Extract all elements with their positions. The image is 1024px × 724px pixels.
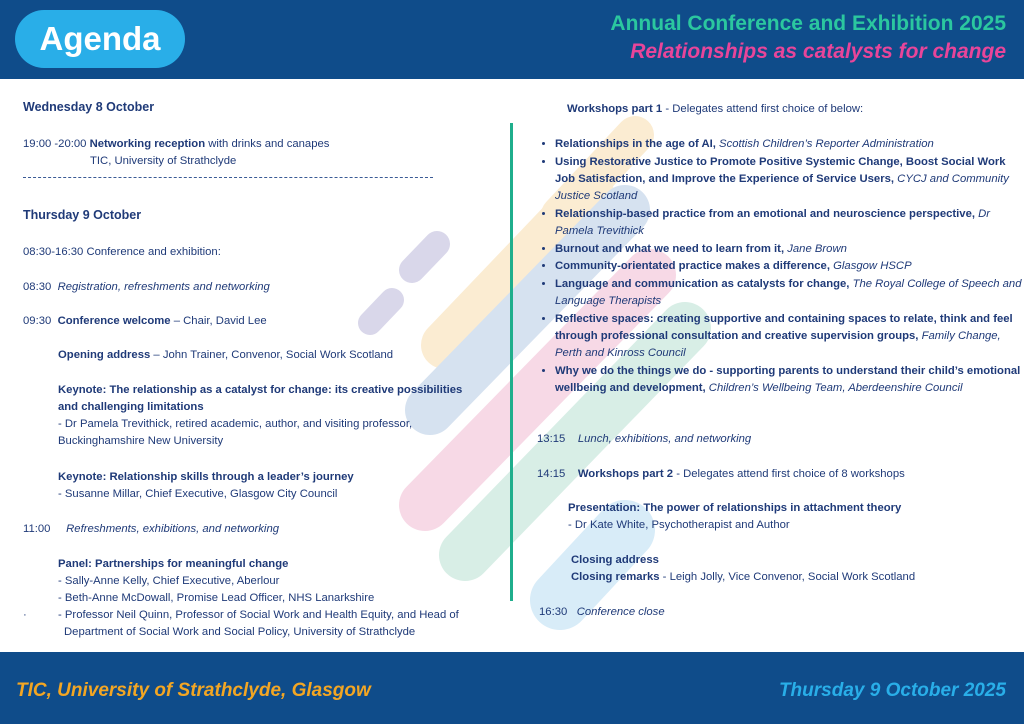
keynote1-title-1: Keynote: The relationship as a catalyst for change: its creative possibilities xyxy=(58,384,463,396)
welcome-row xyxy=(23,313,267,330)
workshop-list xyxy=(530,136,1024,398)
workshop-org: The Royal College of Speech and Language Therapists xyxy=(555,277,1022,308)
workshop-title: Burnout and what we need to learn from it, xyxy=(555,242,785,255)
workshop-item xyxy=(555,363,1024,398)
event-detail: - Delegates attend first choice of below: xyxy=(665,103,864,115)
workshop-org: Scottish Children’s Reporter Administration xyxy=(719,138,934,150)
footer-venue: TIC, University of Strathclyde, Glasgow xyxy=(16,680,371,701)
keynote2-speaker: - Susanne Millar, Chief Executive, Glasgow City Council xyxy=(58,488,338,500)
conference-hours: 08:30-16:30 Conference and exhibition: xyxy=(23,246,221,258)
workshop-item xyxy=(555,154,1024,206)
footer-bar xyxy=(0,652,1024,724)
workshop-org: Children’s Wellbeing Team, Aberdeenshire Council xyxy=(708,382,963,395)
time: 19:00 -20:00 xyxy=(23,138,87,150)
presentation-title: Presentation: The power of relationships in attachment theory xyxy=(568,502,902,514)
event-title: Workshops part 1 xyxy=(567,103,663,115)
workshop-title: Why we do the things we do - supporting parents to understand their child’s emotional wellbeing and development, xyxy=(555,364,1021,395)
time: 08:30 xyxy=(23,281,52,293)
closing-remarks-row xyxy=(571,569,915,586)
conference-title: Annual Conference and Exhibition 2025 xyxy=(610,12,1006,35)
workshop-title: Community-orientated practice makes a difference, xyxy=(555,260,830,273)
conference-subtitle: Relationships as catalysts for change xyxy=(630,40,1006,63)
workshop-title: Relationship-based practice from an emotional and neuroscience perspective, xyxy=(555,207,975,220)
event-title: Networking reception xyxy=(89,138,206,150)
workshop-title: Reflective spaces: creating supportive and containing spaces to relate, think and feel through professional consultation and creative supervision groups, xyxy=(555,312,1013,343)
column-divider xyxy=(510,123,513,601)
event-title: Registration, refreshments and networking xyxy=(57,281,270,293)
networking-reception-row xyxy=(23,136,329,153)
wednesday-heading: Wednesday 8 October xyxy=(23,100,155,114)
closing-address: Closing address xyxy=(571,554,659,566)
time: 16:30 xyxy=(539,606,568,618)
event-title: Refreshments, exhibitions, and networking xyxy=(66,523,280,535)
presentation-speaker: - Dr Kate White, Psychotherapist and Author xyxy=(568,519,790,531)
panel-bullet: · xyxy=(23,609,27,621)
agenda-badge: Agenda xyxy=(15,10,185,68)
dashed-divider xyxy=(23,177,433,178)
event-title: Closing remarks xyxy=(571,571,660,583)
workshop-title: Using Restorative Justice to Promote Positive Systemic Change, Boost Social Work Job Satisfaction, and Improve the Experience of Service Users, xyxy=(555,155,1006,185)
deco-stroke-purple-small xyxy=(370,300,392,323)
event-title: Lunch, exhibitions, and networking xyxy=(577,433,752,445)
panel-title: Panel: Partnerships for meaningful change xyxy=(58,558,289,570)
keynote2-title: Keynote: Relationship skills through a leader’s journey xyxy=(58,471,354,483)
reception-venue: TIC, University of Strathclyde xyxy=(90,155,237,167)
workshop-org: CYCJ and Community Justice Scotland xyxy=(555,172,1009,203)
workshop-org: Jane Brown xyxy=(787,242,847,255)
workshop-item xyxy=(555,241,1024,258)
workshop-item xyxy=(555,276,1024,311)
keynote1-speaker-2: Buckinghamshire New University xyxy=(58,435,224,447)
workshop-org: Family Change, Perth and Kinross Council xyxy=(555,330,1001,360)
time: 09:30 xyxy=(23,315,52,327)
event-detail: – Chair, David Lee xyxy=(173,315,267,327)
event-title: Workshops part 2 xyxy=(577,468,674,480)
panel-member-3b: Department of Social Work and Social Policy, University of Strathclyde xyxy=(64,626,416,638)
event-detail: – John Trainer, Convenor, Social Work Scotland xyxy=(153,349,394,361)
keynote1-title-2: and challenging limitations xyxy=(58,401,204,413)
workshop-title: Language and communication as catalysts for change, xyxy=(555,277,850,290)
time: 11:00 xyxy=(23,523,51,535)
opening-address-row xyxy=(58,347,393,364)
deco-stroke-purple xyxy=(412,244,437,270)
panel-member-1: - Sally-Anne Kelly, Chief Executive, Aberlour xyxy=(58,575,280,587)
workshop-title: Relationships in the age of AI, xyxy=(555,138,716,150)
conference-close-row xyxy=(539,604,665,621)
refreshments-row xyxy=(23,521,279,538)
event-title: Conference close xyxy=(576,606,665,618)
workshop-org: Glasgow HSCP xyxy=(833,260,912,273)
workshops-part1-heading xyxy=(567,101,863,118)
event-title: Conference welcome xyxy=(57,315,171,327)
workshops-part2-row xyxy=(537,466,905,483)
time: 14:15 xyxy=(537,468,566,480)
header-bar xyxy=(0,0,1024,79)
lunch-row xyxy=(537,431,751,448)
event-detail: with drinks and canapes xyxy=(208,138,330,150)
thursday-heading: Thursday 9 October xyxy=(23,208,142,222)
registration-row xyxy=(23,279,270,296)
keynote1-speaker-1: - Dr Pamela Trevithick, retired academic, author, and visiting professor, xyxy=(58,418,413,430)
panel-member-3a: - Professor Neil Quinn, Professor of Social Work and Health Equity, and Head of xyxy=(58,609,459,621)
panel-member-2: - Beth-Anne McDowall, Promise Lead Officer, NHS Lanarkshire xyxy=(58,592,375,604)
workshop-org: Dr Pamela Trevithick xyxy=(555,207,991,238)
footer-date: Thursday 9 October 2025 xyxy=(778,680,1006,701)
event-title: Opening address xyxy=(58,349,151,361)
workshop-item xyxy=(555,311,1024,363)
event-detail: - Leigh Jolly, Vice Convenor, Social Work Scotland xyxy=(662,571,916,583)
workshop-item xyxy=(555,136,1024,153)
workshop-item xyxy=(555,258,1024,275)
time: 13:15 xyxy=(537,433,566,445)
event-detail: - Delegates attend first choice of 8 workshops xyxy=(676,468,905,480)
workshop-item xyxy=(555,206,1024,241)
